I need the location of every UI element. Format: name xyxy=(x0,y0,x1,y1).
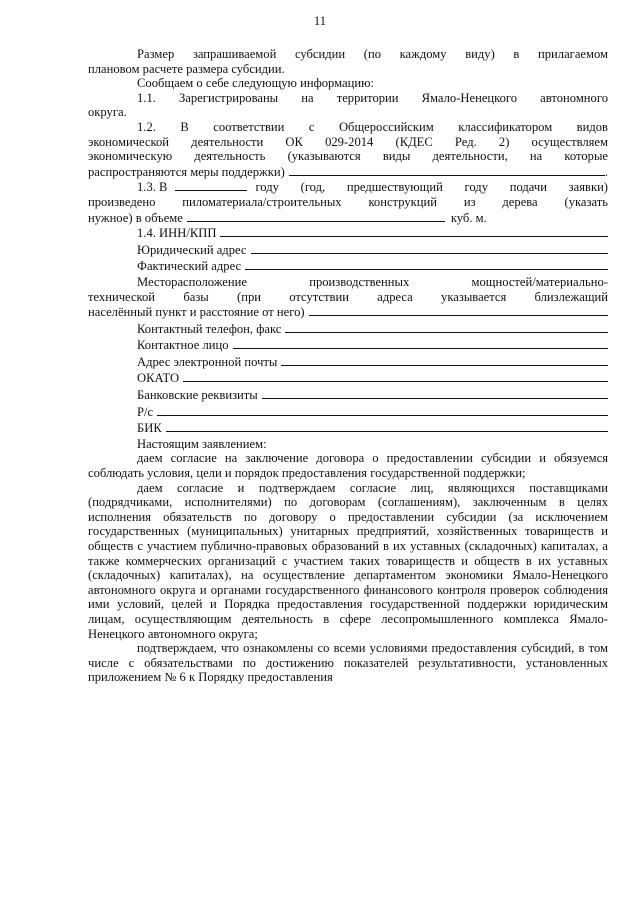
bank-details-row xyxy=(88,387,608,403)
subsidy-size-line-1: Размер запрашиваемой субсидии (по каждому виду) в прилагаемом xyxy=(137,47,608,61)
production-location-line-3-text: населённый пункт и расстояние от него) xyxy=(88,305,305,320)
legal-address-label: Юридический адрес xyxy=(137,242,247,257)
inn-kpp-row xyxy=(88,225,608,241)
phone-fax-row xyxy=(88,321,608,337)
volume-blank[interactable] xyxy=(187,210,445,222)
okato-field[interactable] xyxy=(183,370,608,382)
item-1-3-unit: куб. м. xyxy=(450,210,487,225)
page-number: 11 xyxy=(313,14,327,28)
email-label: Адрес электронной почты xyxy=(137,354,278,369)
year-blank[interactable] xyxy=(175,179,247,191)
item-1-1-line-2: округа. xyxy=(88,105,127,120)
consent-paragraph-1: даем согласие на заключение договора о предоставлении субсидии и обязуемся соблюдать условия, цели и порядок предоставления государственной поддержки; xyxy=(88,451,608,481)
item-1-2-line-1: 1.2. В соответствии с Общероссийским классификатором видов xyxy=(137,119,608,134)
account-field[interactable] xyxy=(157,404,608,416)
phone-fax-label: Контактный телефон, факс xyxy=(137,321,282,336)
item-1-3-volume-label: нужное) в объеме xyxy=(88,210,183,225)
bik-label: БИК xyxy=(137,421,162,436)
activity-types-blank[interactable] xyxy=(289,164,605,176)
item-1-3-line-1 xyxy=(88,179,608,195)
statement-heading: Настоящим заявлением: xyxy=(137,436,267,451)
bank-details-field[interactable] xyxy=(262,387,608,399)
item-1-2-line-4: распространяются меры поддержки) . xyxy=(88,164,608,179)
actual-address-row xyxy=(88,258,608,274)
legal-address-row xyxy=(88,242,608,258)
item-1-2-line-4-text: распространяются меры поддержки) xyxy=(88,164,285,179)
contact-person-label: Контактное лицо xyxy=(137,338,229,353)
bank-details-label: Банковские реквизиты xyxy=(137,388,258,403)
inn-kpp-field[interactable] xyxy=(220,225,608,237)
document-body xyxy=(88,47,608,685)
confirm-paragraph: подтверждаем, что ознакомлены со всеми условиями предоставления субсидий, в том числе с обязательствами по достижению показателей результативности, установленных приложением № 6 к Порядку предоставления xyxy=(88,641,608,685)
item-1-2-line-2: экономической деятельности ОК 029-2014 (КДЕС Ред. 2) осуществляем xyxy=(88,134,608,149)
item-1-3-line-2: произведено пиломатериала/строительных конструкций из дерева (указать xyxy=(88,194,608,209)
item-1-3-line-3 xyxy=(88,210,608,226)
item-1-3-line-1-text: году (год, предшествующий году подачи заявки) xyxy=(255,180,608,195)
inn-kpp-label: 1.4. ИНН/КПП xyxy=(137,226,217,241)
production-location-line-3 xyxy=(88,304,608,320)
production-location-line-1: Месторасположение производственных мощностей/материально- xyxy=(137,274,608,289)
legal-address-field[interactable] xyxy=(251,242,609,254)
phone-fax-field[interactable] xyxy=(285,321,608,333)
production-location-field[interactable] xyxy=(309,304,608,316)
bik-field[interactable] xyxy=(166,420,608,432)
report-info-heading: Сообщаем о себе следующую информацию: xyxy=(137,76,375,91)
okato-label: ОКАТО xyxy=(137,371,180,386)
item-1-1-line-1: 1.1. Зарегистрированы на территории Ямало-Ненецкого автономного xyxy=(137,90,608,105)
account-row xyxy=(88,404,608,420)
item-1-3-number: 1.3. В xyxy=(137,180,168,195)
actual-address-label: Фактический адрес xyxy=(137,259,242,274)
production-location-line-2: технической базы (при отсутствии адреса указывается близлежащий xyxy=(88,289,608,304)
item-1-2-line-3: экономическую деятельность (указываются виды деятельности, на которые xyxy=(88,149,608,164)
okato-row xyxy=(88,370,608,386)
email-field[interactable] xyxy=(281,354,608,366)
account-label: Р/с xyxy=(137,404,154,419)
bik-row xyxy=(88,420,608,436)
actual-address-field[interactable] xyxy=(245,258,608,270)
contact-person-field[interactable] xyxy=(233,337,608,349)
contact-person-row xyxy=(88,337,608,353)
subsidy-size-line-2: плановом расчете размера субсидии. xyxy=(88,61,285,76)
consent-paragraph-2: даем согласие и подтверждаем согласие лиц, являющихся поставщиками (подрядчиками, исполнителями) по договорам (соглашениям), заключенным в целях исполнения обязательств по договору о предоставлении субсидии (за исключением государственных (муниципальных) унитарных предприятий, хозяйственных товариществ и обществ с участием публично-правовых образований в их уставных (складочных) капиталах, а также коммерческих организаций с участием таких товариществ и обществ в их уставных (складочных) капиталах), на осуществление департаментом экономики Ямало-Ненецкого автономного округа и органами государственного финансового контроля проверок соблюдения ими условий, целей и Порядка предоставления государственной поддержки юридическим лицам, осуществляющим деятельность в сфере лесопромышленного комплекса Ямало-Ненецкого автономного округа; xyxy=(88,480,608,641)
email-row xyxy=(88,354,608,370)
